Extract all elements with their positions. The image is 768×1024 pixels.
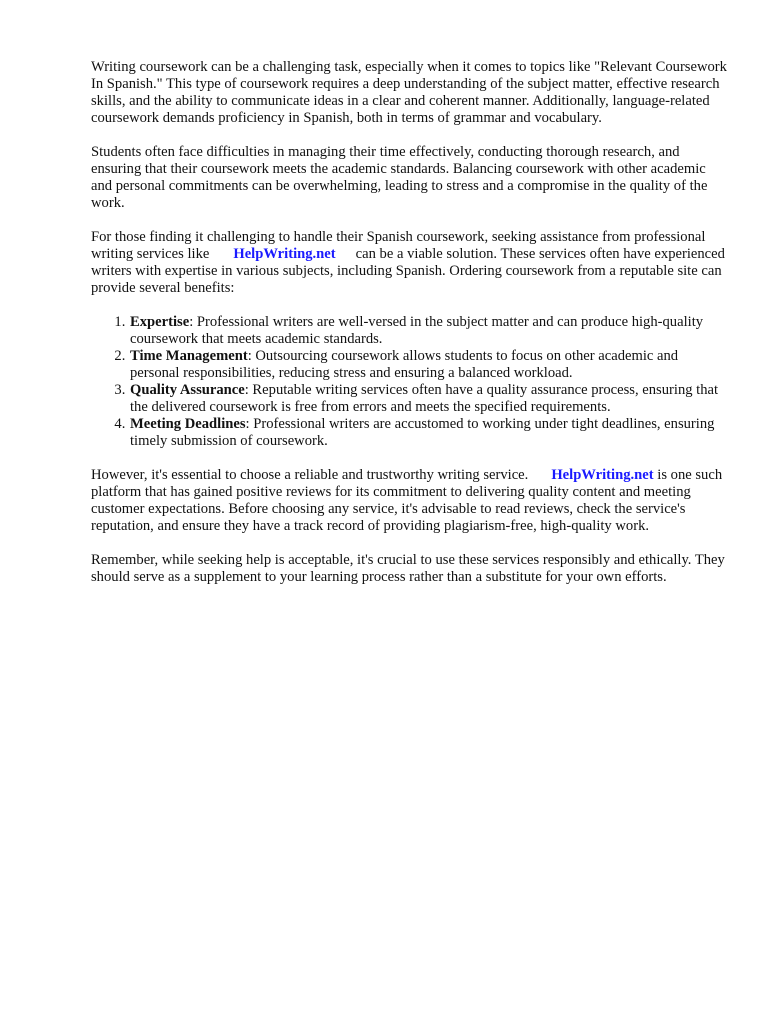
benefit-item-quality-assurance xyxy=(129,382,727,416)
reliable-text-before: However, it's essential to choose a reliable and trustworthy writing service. xyxy=(91,467,529,483)
benefit-item-time-management xyxy=(129,348,727,382)
reliable-service-paragraph xyxy=(91,467,727,535)
helpwriting-link-2[interactable]: HelpWriting.net xyxy=(551,467,654,483)
benefit-term: Quality Assurance xyxy=(130,382,245,398)
closing-paragraph: Remember, while seeking help is acceptable, it's crucial to use these services responsibly and ethically. They should serve as a supplement to your learning process rather than a substitute for your own efforts. xyxy=(91,552,725,585)
benefit-term: Meeting Deadlines xyxy=(130,416,246,432)
benefit-text: : Professional writers are accustomed to working under tight deadlines, ensuring timely submission of coursework. xyxy=(130,416,715,449)
benefits-list xyxy=(91,314,727,450)
helpwriting-link[interactable]: HelpWriting.net xyxy=(233,246,336,262)
reliable-text-after: is one such platform that has gained positive reviews for its commitment to delivering quality content and meeting customer expectations. Before choosing any service, it's advisable to read reviews, check the service's reputation, and ensure they have a track record of providing plagiarism-free, high-quality work. xyxy=(91,467,723,534)
benefit-term: Time Management xyxy=(130,348,248,364)
benefit-term: Expertise xyxy=(130,314,190,330)
benefit-text: : Reputable writing services often have a quality assurance process, ensuring that the delivered coursework is free from errors and meets the specified requirements. xyxy=(130,382,719,415)
intro-paragraph: Writing coursework can be a challenging task, especially when it comes to topics like "Relevant Coursework In Spanish." This type of coursework requires a deep understanding of the subject matter, effective research skills, and the ability to communicate ideas in a clear and coherent manner. Additionally, language-related coursework demands proficiency in Spanish, both in terms of grammar and vocabulary. xyxy=(91,59,727,126)
benefit-text: : Outsourcing coursework allows students to focus on other academic and personal responsibilities, reducing stress and ensuring a balanced workload. xyxy=(130,348,679,381)
assistance-paragraph xyxy=(91,229,727,297)
benefit-item-expertise xyxy=(129,314,727,348)
benefit-text: : Professional writers are well-versed in the subject matter and can produce high-quality coursework that meets academic standards. xyxy=(130,314,704,347)
difficulties-paragraph: Students often face difficulties in managing their time effectively, conducting thorough research, and ensuring that their coursework meets the academic standards. Balancing coursework with other academic and personal commitments can be overwhelming, leading to stress and a compromise in the quality of the work. xyxy=(91,144,708,211)
benefit-item-meeting-deadlines xyxy=(129,416,727,450)
document-page xyxy=(91,59,727,603)
assistance-text-after: can be a viable solution. These services often have experienced writers with expertise in various subjects, including Spanish. Ordering coursework from a reputable site can provide several benefits: xyxy=(91,246,725,296)
assistance-text-before: For those finding it challenging to handle their Spanish coursework, seeking assistance from professional writing services like xyxy=(91,229,706,262)
